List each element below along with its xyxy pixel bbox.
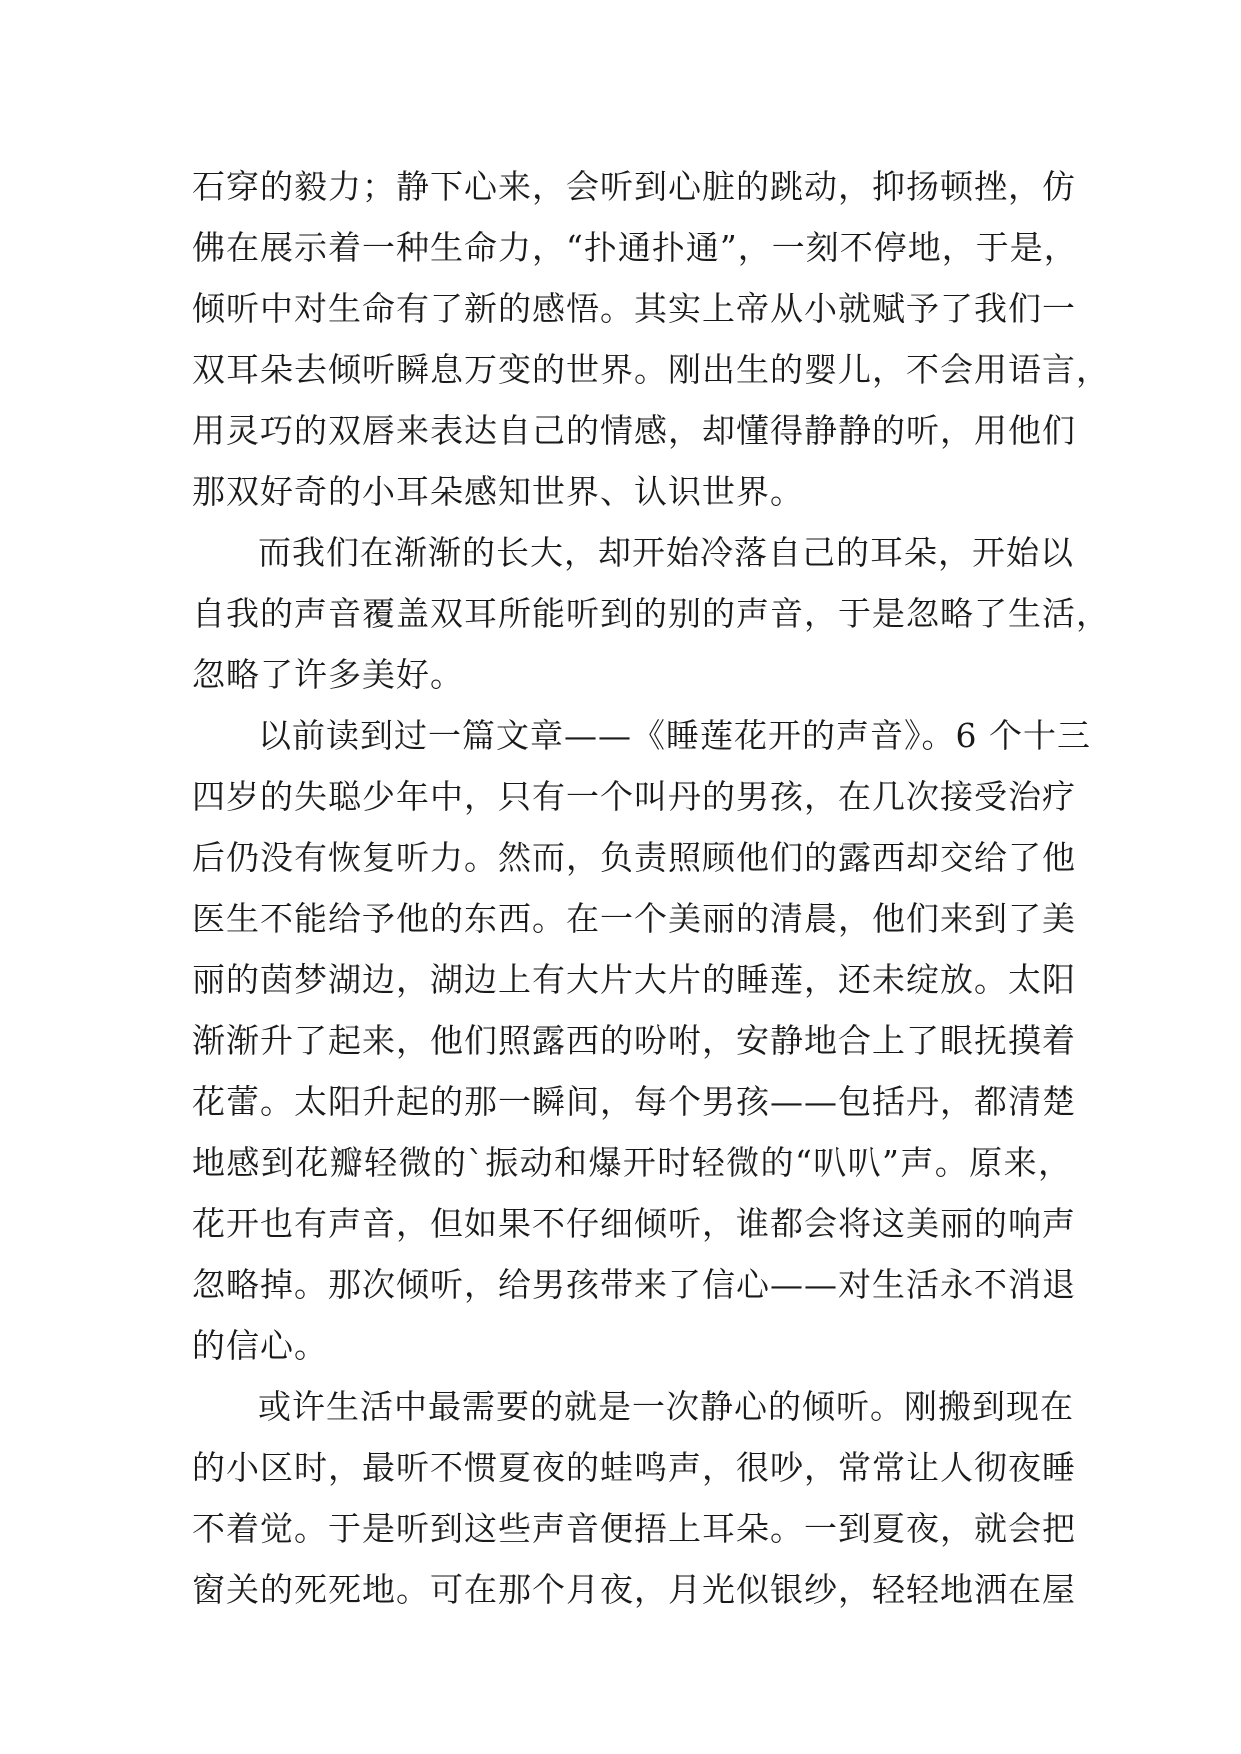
text-line: 那双好奇的小耳朵感知世界、认识世界。 xyxy=(192,472,804,511)
text-line: 忽略了许多美好。 xyxy=(192,655,464,694)
text-line: 佛在展示着一种生命力，“扑通扑通”，一刻不停地，于是， xyxy=(192,228,1078,267)
text-line: 以前读到过一篇文章——《睡莲花开的声音》。6 个十三 xyxy=(258,716,1091,755)
paragraph xyxy=(192,522,1110,705)
paragraph xyxy=(192,156,1110,522)
paragraph xyxy=(192,1376,1076,1620)
text-line: 不着觉。于是听到这些声音便捂上耳朵。一到夏夜，就会把 xyxy=(192,1509,1076,1548)
text-line: 后仍没有恢复听力。然而，负责照顾他们的露西却交给了他 xyxy=(192,838,1076,877)
text-line: 自我的声音覆盖双耳所能听到的别的声音，于是忽略了生活， xyxy=(192,594,1110,633)
text-line: 丽的茵梦湖边，湖边上有大片大片的睡莲，还未绽放。太阳 xyxy=(192,960,1076,999)
text-line: 或许生活中最需要的就是一次静心的倾听。刚搬到现在 xyxy=(258,1387,1074,1426)
text-line: 四岁的失聪少年中，只有一个叫丹的男孩，在几次接受治疗 xyxy=(192,777,1076,816)
text-line: 窗关的死死地。可在那个月夜，月光似银纱，轻轻地洒在屋 xyxy=(192,1570,1076,1609)
text-line: 花开也有声音，但如果不仔细倾听，谁都会将这美丽的响声 xyxy=(192,1204,1076,1243)
text-line: 忽略掉。那次倾听，给男孩带来了信心——对生活永不消退 xyxy=(192,1265,1076,1304)
text-line: 的信心。 xyxy=(192,1326,328,1365)
paragraph xyxy=(192,705,1091,1376)
text-line: 倾听中对生命有了新的感悟。其实上帝从小就赋予了我们一 xyxy=(192,289,1076,328)
text-line: 花蕾。太阳升起的那一瞬间，每个男孩——包括丹，都清楚 xyxy=(192,1082,1076,1121)
text-line: 而我们在渐渐的长大，却开始冷落自己的耳朵，开始以 xyxy=(258,533,1074,572)
article-body xyxy=(192,156,1110,1620)
text-line: 双耳朵去倾听瞬息万变的世界。刚出生的婴儿，不会用语言， xyxy=(192,350,1110,389)
text-line: 的小区时，最听不惯夏夜的蛙鸣声，很吵，常常让人彻夜睡 xyxy=(192,1448,1076,1487)
text-line: 用灵巧的双唇来表达自己的情感，却懂得静静的听，用他们 xyxy=(192,411,1076,450)
text-line: 石穿的毅力；静下心来，会听到心脏的跳动，抑扬顿挫，仿 xyxy=(192,167,1076,206)
text-line: 地感到花瓣轻微的`振动和爆开时轻微的“叭叭”声。原来， xyxy=(192,1143,1072,1182)
text-line: 医生不能给予他的东西。在一个美丽的清晨，他们来到了美 xyxy=(192,899,1076,938)
text-line: 渐渐升了起来，他们照露西的吩咐，安静地合上了眼抚摸着 xyxy=(192,1021,1076,1060)
